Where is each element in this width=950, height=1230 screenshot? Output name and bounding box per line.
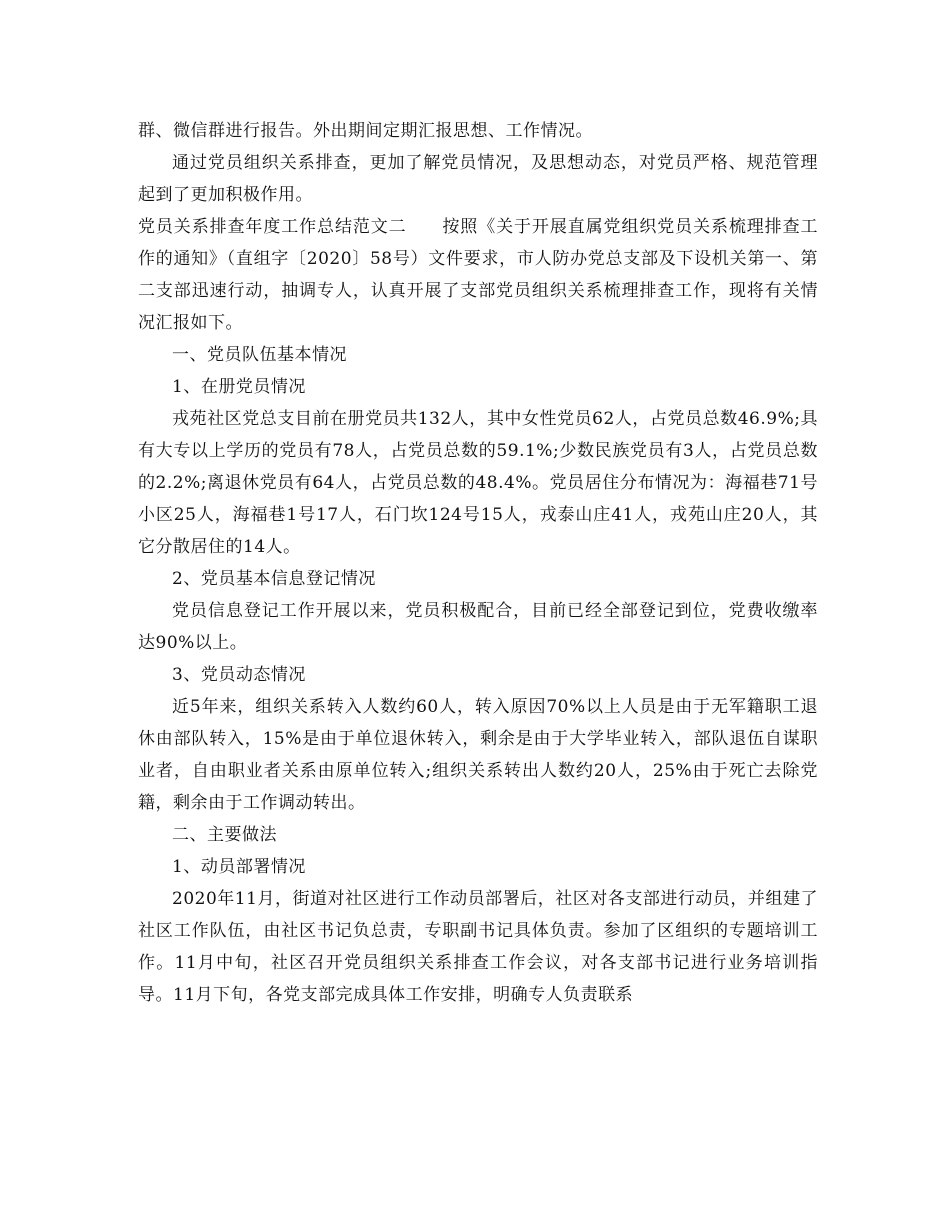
subheading-mobilization: 1、动员部署情况 — [172, 857, 306, 877]
paragraph: 戎苑社区党总支目前在册党员共132人，其中女性党员62人，占党员总数46.9%;具有大专以上学历的党员有78人，占党员总数的59.1%;少数民族党员有3人，占党员总数的2.2%;离退休党员有64人，占党员总数的48.4%。党员居住分布情况为：海福巷71号小区25人，海福巷1号17人，石门坎124号15人，戎泰山庄41人，戎苑山庄20人，其它分散居住的14人。 — [138, 409, 818, 557]
heading-team-overview: 一、党员队伍基本情况 — [172, 345, 347, 365]
paragraph: 群、微信群进行报告。外出期间定期汇报思想、工作情况。 — [138, 121, 593, 141]
heading-main-methods: 二、主要做法 — [172, 825, 277, 845]
subheading-member-dynamics: 3、党员动态情况 — [172, 665, 306, 685]
document-body — [138, 115, 818, 1011]
subheading-registration: 2、党员基本信息登记情况 — [172, 569, 376, 589]
paragraph: 党员信息登记工作开展以来，党员积极配合，目前已经全部登记到位，党费收缴率达90%以上。 — [138, 601, 818, 653]
paragraph: 通过党员组织关系排查，更加了解党员情况，及思想动态，对党员严格、规范管理起到了更加积极作用。 — [138, 153, 818, 205]
subheading-registered-members: 1、在册党员情况 — [172, 377, 306, 397]
paragraph: 2020年11月，街道对社区进行工作动员部署后，社区对各支部进行动员，并组建了社区工作队伍，由社区书记负总责，专职副书记具体负责。参加了区组织的专题培训工作。11月中旬，社区召开党员组织关系排查工作会议，对各支部书记进行业务培训指导。11月下旬，各党支部完成具体工作安排，明确专人负责联系 — [138, 889, 818, 1005]
section-title-paragraph: 党员关系排查年度工作总结范文二 按照《关于开展直属党组织党员关系梳理排查工作的通知》（直组字〔2020〕58号）文件要求，市人防办党总支部及下设机关第一、第二支部迅速行动，抽调专人，认真开展了支部党员组织关系梳理排查工作，现将有关情况汇报如下。 — [138, 217, 818, 333]
paragraph: 近5年来，组织关系转入人数约60人，转入原因70%以上人员是由于无军籍职工退休由部队转入，15%是由于单位退休转入，剩余是由于大学毕业转入，部队退伍自谋职业者，自由职业者关系由原单位转入;组织关系转出人数约20人，25%由于死亡去除党籍，剩余由于工作调动转出。 — [138, 697, 818, 813]
